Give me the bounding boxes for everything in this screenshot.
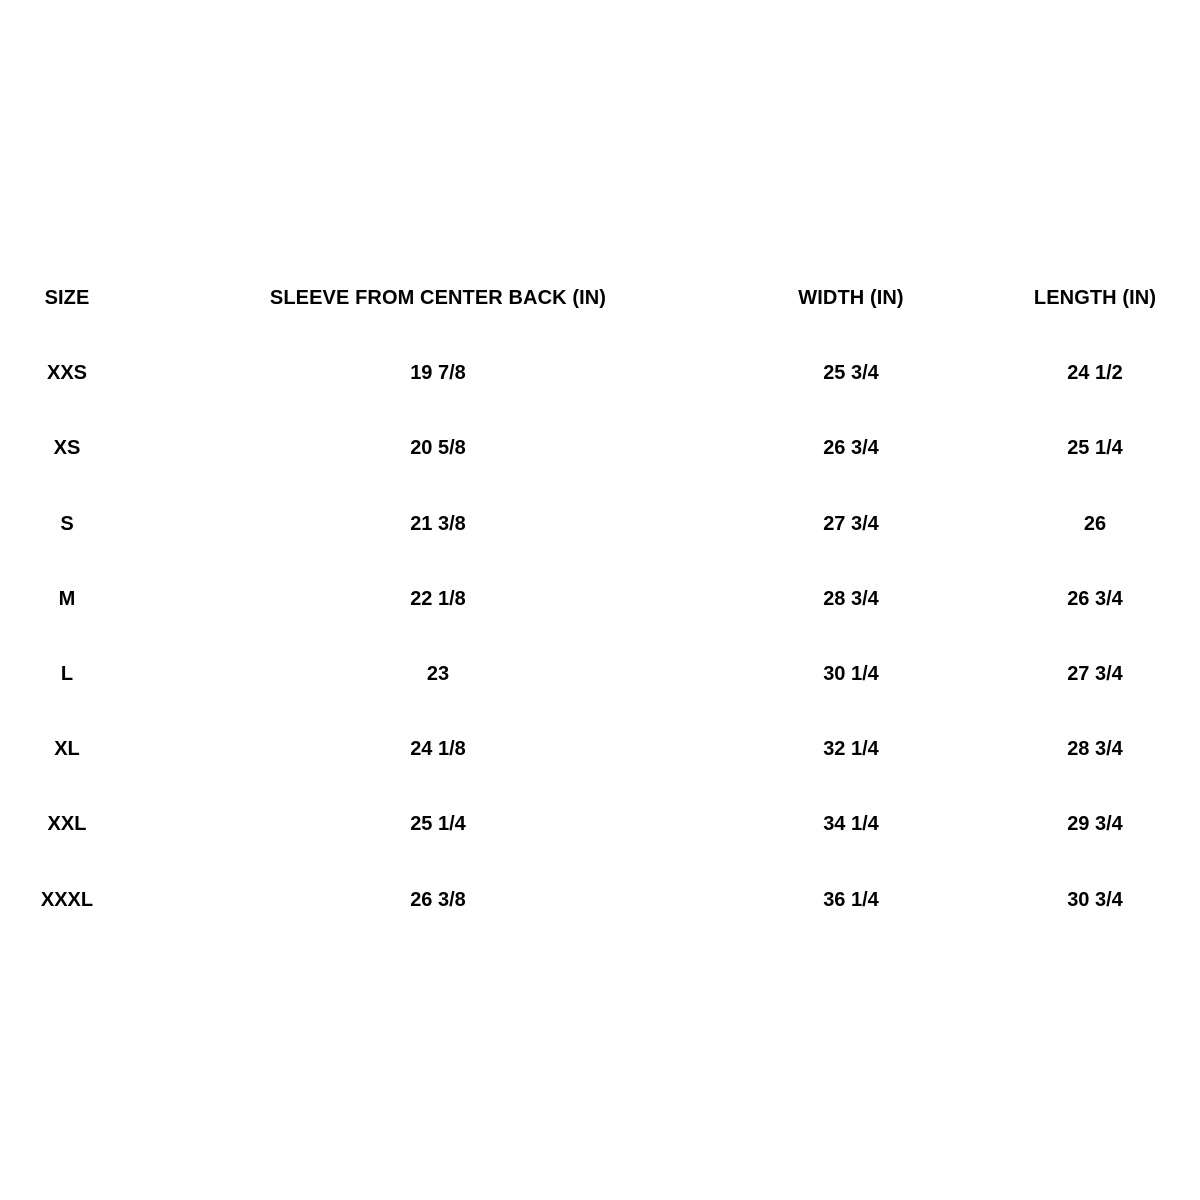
width-cell: 26 3/4 xyxy=(823,437,879,460)
length-cell: 24 1/2 xyxy=(1067,362,1123,385)
size-cell: XS xyxy=(53,437,81,460)
header-size: SIZE xyxy=(44,287,90,309)
sleeve-cell: 22 1/8 xyxy=(410,587,466,610)
length-cell: 30 3/4 xyxy=(1067,888,1123,911)
header-length: LENGTH (IN) xyxy=(1033,287,1157,309)
width-cell: 30 1/4 xyxy=(823,662,879,685)
sleeve-cell: 26 3/8 xyxy=(410,888,466,911)
size-chart-table xyxy=(0,261,1200,938)
table-row xyxy=(0,411,1200,486)
header-width: WIDTH (IN) xyxy=(798,287,904,309)
sleeve-cell: 23 xyxy=(426,662,450,685)
sleeve-cell: 24 1/8 xyxy=(410,738,466,761)
sleeve-cell: 20 5/8 xyxy=(410,437,466,460)
table-header-row xyxy=(0,261,1200,336)
length-cell: 27 3/4 xyxy=(1067,662,1123,685)
table-row xyxy=(0,336,1200,411)
width-cell: 32 1/4 xyxy=(823,738,879,761)
sleeve-cell: 21 3/8 xyxy=(410,512,466,535)
width-cell: 28 3/4 xyxy=(823,587,879,610)
size-cell: L xyxy=(60,662,74,685)
table-row xyxy=(0,712,1200,787)
length-cell: 26 3/4 xyxy=(1067,587,1123,610)
sleeve-cell: 25 1/4 xyxy=(410,813,466,836)
table-row xyxy=(0,562,1200,637)
width-cell: 36 1/4 xyxy=(823,888,879,911)
size-cell: S xyxy=(60,512,74,535)
length-cell: 26 xyxy=(1083,512,1107,535)
size-cell: M xyxy=(58,587,76,610)
width-cell: 25 3/4 xyxy=(823,362,879,385)
table-row xyxy=(0,863,1200,938)
length-cell: 28 3/4 xyxy=(1067,738,1123,761)
length-cell: 29 3/4 xyxy=(1067,813,1123,836)
size-cell: XXXL xyxy=(40,888,94,911)
size-cell: XXS xyxy=(46,362,88,385)
header-sleeve: SLEEVE FROM CENTER BACK (IN) xyxy=(269,287,607,309)
table-row xyxy=(0,637,1200,712)
size-cell: XL xyxy=(54,738,80,761)
length-cell: 25 1/4 xyxy=(1067,437,1123,460)
width-cell: 27 3/4 xyxy=(823,512,879,535)
sleeve-cell: 19 7/8 xyxy=(410,362,466,385)
width-cell: 34 1/4 xyxy=(823,813,879,836)
table-row xyxy=(0,787,1200,862)
size-cell: XXL xyxy=(47,813,87,836)
table-row xyxy=(0,487,1200,562)
